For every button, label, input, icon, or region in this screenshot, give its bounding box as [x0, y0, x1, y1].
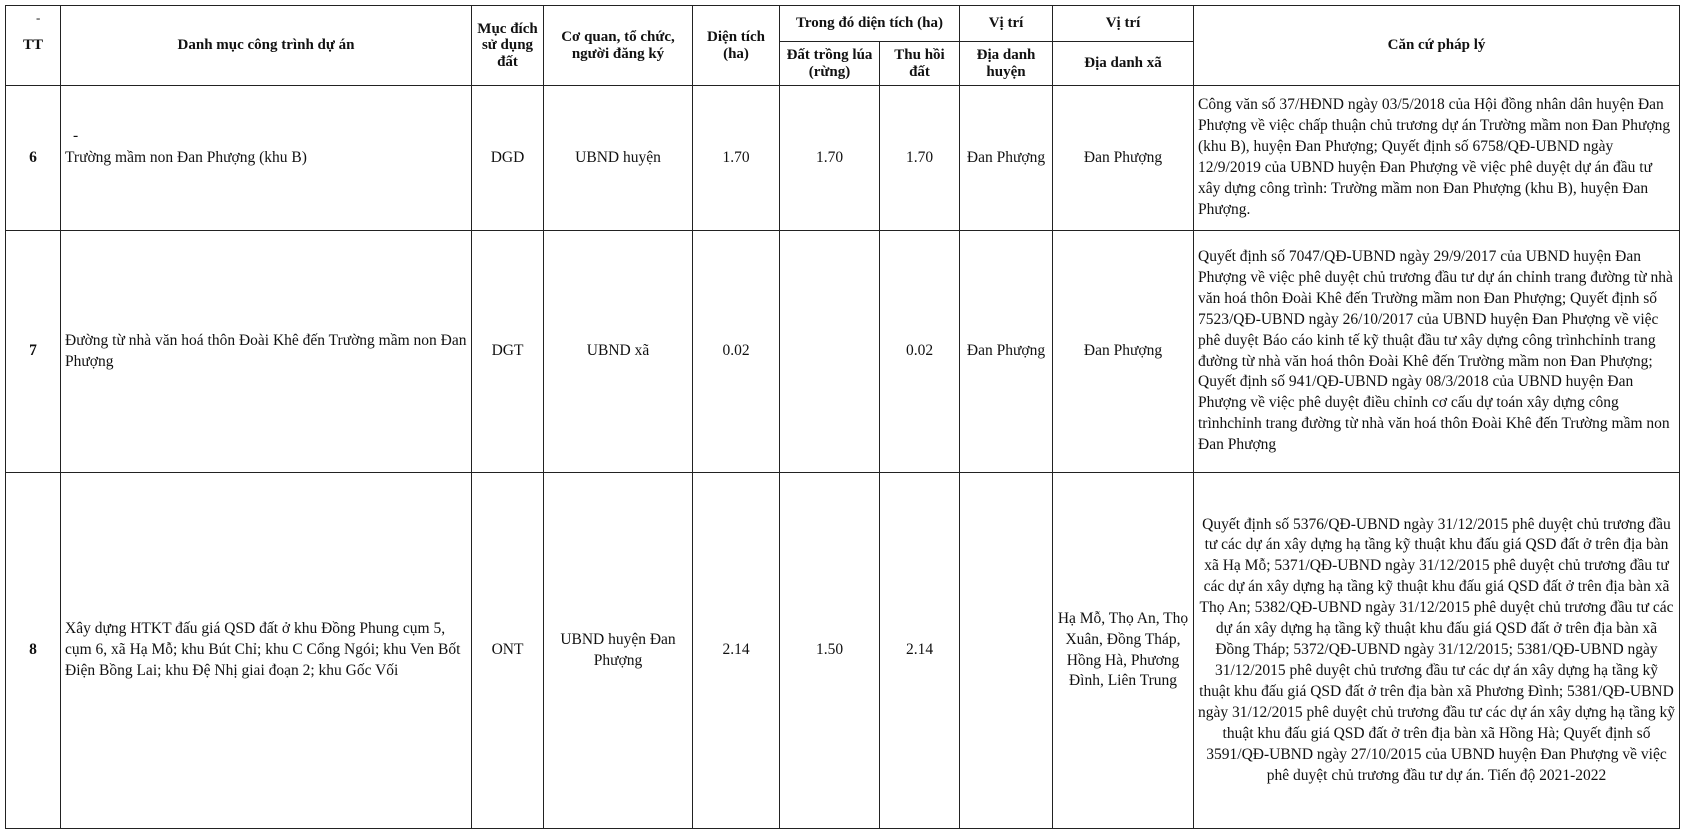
table-row: [6, 86, 1680, 231]
corner-mark: -: [36, 10, 41, 25]
row-legal: Quyết định số 5376/QĐ-UBND ngày 31/12/2015 phê duyệt chủ trương đầu tư các dự án xây dựng hạ tầng kỹ thuật khu đấu giá QSD đất ở trên địa bàn xã Hạ Mỗ; 5371/QĐ-UBND ngày 31/12/2015 phê duyệt chủ trương đầu tư các dự án xây dựng hạ tầng kỹ thuật khu đấu giá QSD đất ở trên địa bàn xã Thọ An; 5382/QĐ-UBND ngày 31/12/2015 phê duyệt chủ trương đầu tư các dự án xây dựng hạ tầng kỹ thuật khu đấu giá QSD đất ở trên địa bàn xã Đồng Tháp; 5372/QĐ-UBND ngày 31/12/2015; 5381/QĐ-UBND ngày 31/12/2015 phê duyệt chủ trương đầu tư các dự án xây dựng hạ tầng kỹ thuật khu đấu giá QSD đất ở trên địa bàn xã Phương Đình; 5381/QĐ-UBND ngày 31/12/2015 phê duyệt chủ trương đầu tư các dự án xây dựng hạ tầng kỹ thuật khu đấu giá QSD đất ở trên địa bàn xã Hồng Hà; Quyết định số 3591/QĐ-UBND ngày 27/10/2015 của UBND huyện Đan Phượng về việc phê duyệt chủ trương đầu tư dự án. Tiến độ 2021-2022: [1194, 473, 1680, 829]
row-recovered-land: 2.14: [880, 473, 960, 829]
header-tt: TT: [6, 6, 61, 86]
header-area: Diện tích (ha): [693, 6, 780, 86]
row-rice-land: 1.50: [780, 473, 880, 829]
row-area: 2.14: [693, 473, 780, 829]
row-commune: Hạ Mỗ, Thọ An, Thọ Xuân, Đồng Tháp, Hồng Hà, Phương Đình, Liên Trung: [1053, 473, 1194, 829]
header-district: Địa danh huyện: [960, 42, 1053, 86]
row-commune: Đan Phượng: [1053, 86, 1194, 231]
row-tt: 7: [6, 231, 61, 473]
header-location-1: Vị trí: [960, 6, 1053, 42]
row-district: Đan Phượng: [960, 231, 1053, 473]
header-name: Danh mục công trình dự án: [61, 6, 472, 86]
row-name: - Trường mầm non Đan Phượng (khu B): [61, 86, 472, 231]
header-location-2: Vị trí: [1053, 6, 1194, 42]
header-agency: Cơ quan, tổ chức, người đăng ký: [544, 6, 693, 86]
row-rice-land: [780, 231, 880, 473]
row-rice-land: 1.70: [780, 86, 880, 231]
row-agency: UBND xã: [544, 231, 693, 473]
row-district: Đan Phượng: [960, 86, 1053, 231]
row-name: Xây dựng HTKT đấu giá QSD đất ở khu Đồng Phung cụm 5, cụm 6, xã Hạ Mỗ; khu Bút Chỉ; khu C Cổng Ngói; khu Ven Bốt Điện Bồng Lai; khu Đệ Nhị giai đoạn 2; khu Gốc Vối: [61, 473, 472, 829]
table-row: [6, 473, 1680, 829]
row-recovered-land: 1.70: [880, 86, 960, 231]
header-group-area: Trong đó diện tích (ha): [780, 6, 960, 42]
row-agency: UBND huyện: [544, 86, 693, 231]
row-commune: Đan Phượng: [1053, 231, 1194, 473]
row-legal: Công văn số 37/HĐND ngày 03/5/2018 của Hội đồng nhân dân huyện Đan Phượng về việc chấp thuận chủ trương dự án Trường mầm non Đan Phượng (khu B), huyện Đan Phượng; Quyết định số 6758/QĐ-UBND ngày 12/9/2019 của UBND huyện Đan Phượng về việc phê duyệt dự án đầu tư xây dựng công trình: Trường mầm non Đan Phượng (khu B), huyện Đan Phượng.: [1194, 86, 1680, 231]
row-name-text: Trường mầm non Đan Phượng (khu B): [65, 148, 307, 166]
row-purpose: DGD: [472, 86, 544, 231]
header-commune: Địa danh xã: [1053, 42, 1194, 86]
row-name: Đường từ nhà văn hoá thôn Đoài Khê đến Trường mầm non Đan Phượng: [61, 231, 472, 473]
row-area: 1.70: [693, 86, 780, 231]
table-header: [6, 6, 1680, 86]
row-legal: Quyết định số 7047/QĐ-UBND ngày 29/9/2017 của UBND huyện Đan Phượng về việc phê duyệt chủ trương đầu tư dự án chỉnh trang đường từ nhà văn hoá thôn Đoài Khê đến Trường mầm non Đan Phượng; Quyết định số 7523/QĐ-UBND ngày 26/10/2017 của UBND huyện Đan Phượng về việc phê duyệt Báo cáo kinh tế kỹ thuật đầu tư xây dựng công trìnhchỉnh trang đường từ nhà văn hoá thôn Đoài Khê đến Trường mầm non Đan Phượng; Quyết định số 941/QĐ-UBND ngày 08/3/2018 của UBND huyện Đan Phượng về việc phê duyệt điều chỉnh cơ cấu dự toán xây dựng công trìnhchỉnh trang đường từ nhà văn hoá thôn Đoài Khê đến Trường mầm non Đan Phượng: [1194, 231, 1680, 473]
table-body: [6, 86, 1680, 829]
row-area: 0.02: [693, 231, 780, 473]
row-purpose: DGT: [472, 231, 544, 473]
table-row: [6, 231, 1680, 473]
header-recovered-land: Thu hồi đất: [880, 42, 960, 86]
header-legal: Căn cứ pháp lý: [1194, 6, 1680, 86]
row-recovered-land: 0.02: [880, 231, 960, 473]
land-use-table-page: [5, 5, 1680, 829]
row-agency: UBND huyện Đan Phượng: [544, 473, 693, 829]
row-tt: 8: [6, 473, 61, 829]
row-purpose: ONT: [472, 473, 544, 829]
row-district: [960, 473, 1053, 829]
project-table: [5, 5, 1680, 829]
row-tt: 6: [6, 86, 61, 231]
header-purpose: Mục đích sử dụng đất: [472, 6, 544, 86]
header-rice-land: Đất trồng lúa (rừng): [780, 42, 880, 86]
